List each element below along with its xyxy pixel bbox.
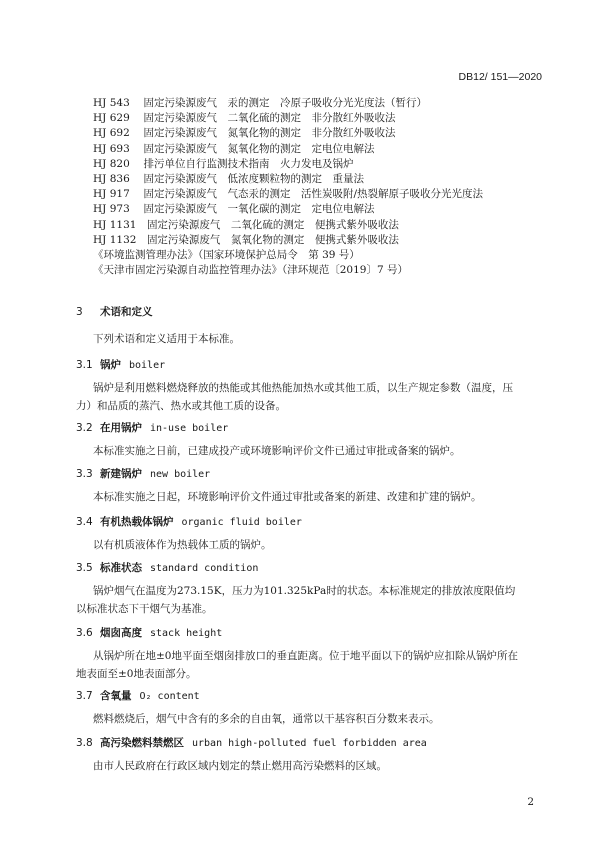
term-definition: 从锅炉所在地±0地平面至烟囱排放口的垂直距离。位于地平面以下的锅炉应扣除从锅炉所在地表面至±0地表面部分。 bbox=[76, 650, 518, 680]
term-definition: 本标准实施之日起，环境影响评价文件通过审批或备案的新建、改建和扩建的锅炉。 bbox=[93, 491, 482, 503]
term-heading: 3.6 烟囱高度 stack height bbox=[76, 627, 223, 639]
term-heading: 3.2 在用锅炉 in-use boiler bbox=[76, 422, 229, 434]
reference-item: HJ 543 固定污染源废气 汞的测定 冷原子吸收分光光度法（暂行） bbox=[93, 97, 427, 109]
reference-item: HJ 820 排污单位自行监测技术指南 火力发电及锅炉 bbox=[93, 157, 354, 170]
reference-item: HJ 693 固定污染源废气 氮氧化物的测定 定电位电解法 bbox=[93, 142, 375, 155]
reference-item: HJ 973 固定污染源废气 一氧化碳的测定 定电位电解法 bbox=[93, 203, 375, 216]
reference-item: 《天津市固定污染源自动监控管理办法》（津环规范〔2019〕7 号） bbox=[93, 264, 408, 277]
term-heading: 3.5 标准状态 standard condition bbox=[76, 562, 259, 574]
reference-item: 《环境监测管理办法》（国家环境保护总局令 第 39 号） bbox=[93, 249, 360, 262]
reference-item: HJ 692 固定污染源废气 氮氧化物的测定 非分散红外吸收法 bbox=[93, 127, 396, 140]
normative-references-list bbox=[93, 96, 553, 278]
section-intro: 下列术语和定义适用于本标准。 bbox=[93, 333, 240, 345]
term-heading: 3.1 锅炉 boiler bbox=[76, 359, 166, 371]
page-number: 2 bbox=[527, 796, 534, 808]
term-heading: 3.3 新建锅炉 new boiler bbox=[76, 468, 211, 480]
section-heading: 3 术语和定义 bbox=[76, 306, 153, 318]
reference-item: HJ 1132 固定污染源废气 氮氧化物的测定 便携式紫外吸收法 bbox=[93, 233, 399, 246]
reference-item: HJ 1131 固定污染源废气 二氧化硫的测定 便携式紫外吸收法 bbox=[93, 218, 399, 231]
term-definition: 以有机质液体作为热载体工质的锅炉。 bbox=[93, 539, 272, 551]
term-definition: 由市人民政府在行政区域内划定的禁止燃用高污染燃料的区域。 bbox=[93, 760, 387, 772]
term-heading: 3.4 有机热载体锅炉 organic fluid boiler bbox=[76, 516, 302, 528]
reference-item: HJ 836 固定污染源废气 低浓度颗粒物的测定 重量法 bbox=[93, 173, 364, 186]
reference-item: HJ 917 固定污染源废气 气态汞的测定 活性炭吸附/热裂解原子吸收分光光度法 bbox=[93, 188, 484, 201]
reference-item: HJ 629 固定污染源废气 二氧化硫的测定 非分散红外吸收法 bbox=[93, 112, 396, 125]
term-heading: 3.7 含氧量 O₂ content bbox=[76, 690, 200, 702]
term-definition: 锅炉是利用燃料燃烧释放的热能或其他热能加热水或其他工质，以生产规定参数（温度，压力）和品质的蒸汽、热水或其他工质的设备。 bbox=[76, 382, 513, 412]
term-definition: 燃料燃烧后，烟气中含有的多余的自由氧，通常以干基容积百分数来表示。 bbox=[93, 713, 440, 725]
term-heading: 3.8 高污染燃料禁燃区 urban high-polluted fuel forbidden area bbox=[76, 737, 427, 749]
document-code: DB12/ 151—2020 bbox=[458, 71, 542, 83]
term-definition: 锅炉烟气在温度为273.15K，压力为101.325kPa时的状态。本标准规定的排放浓度限值均以标准状态下干烟气为基准。 bbox=[76, 585, 516, 615]
term-definition: 本标准实施之日前，已建成投产或环境影响评价文件已通过审批或备案的锅炉。 bbox=[93, 445, 461, 457]
